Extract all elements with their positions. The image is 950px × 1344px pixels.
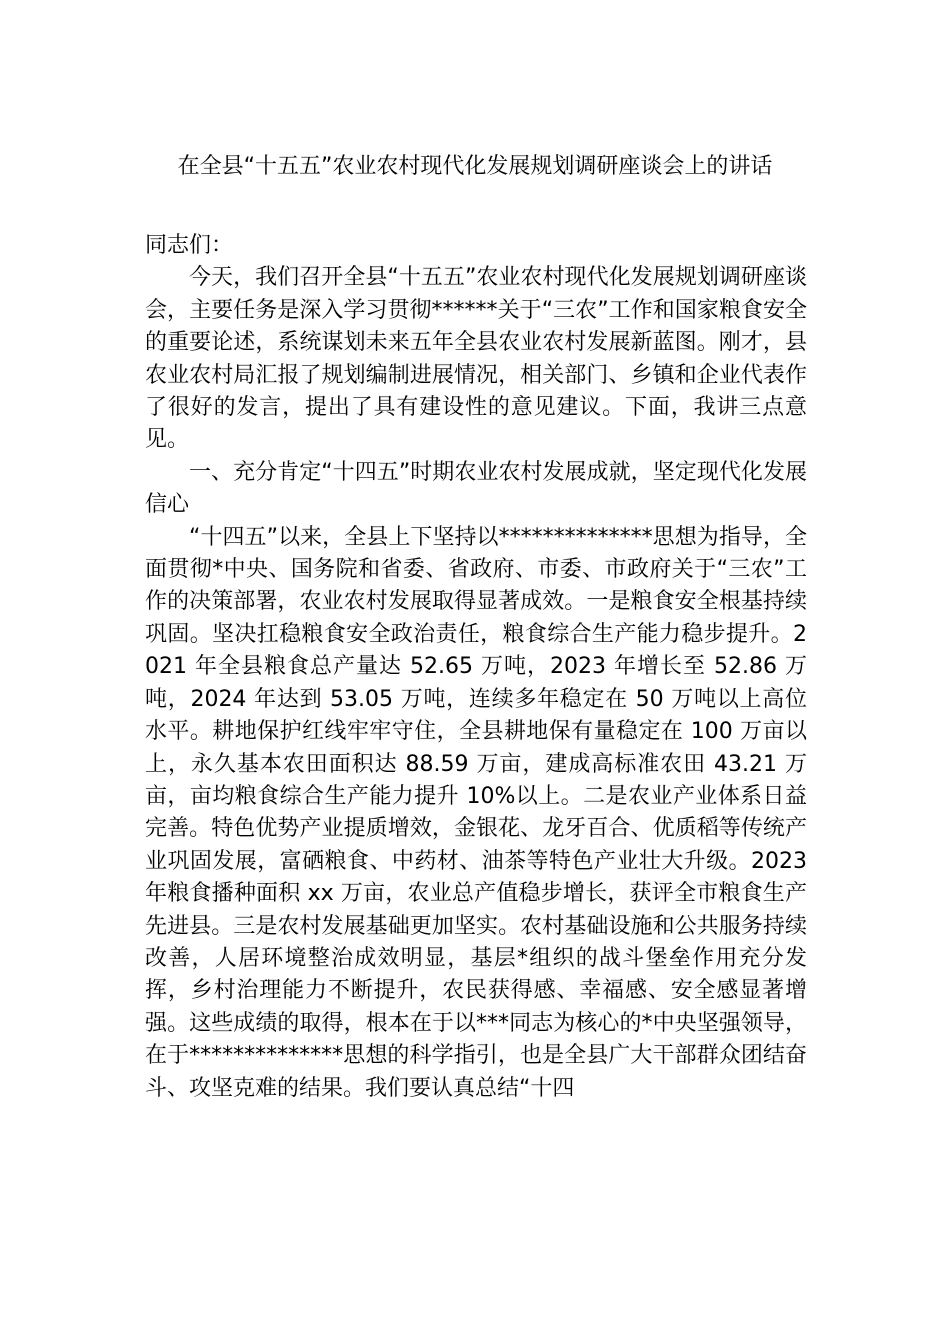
paragraph-intro: 今天，我们召开全县“十五五”农业农村现代化发展规划调研座谈会，主要任务是深入学习贯彻******关于“三农”工作和国家粮食安全的重要论述，系统谋划未来五年全县农业农村发展新蓝图。刚才，县农业农村局汇报了规划编制进展情况，相关部门、乡镇和企业代表作了很好的发言，提出了具有建设性的意见建议。下面，我讲三点意见。 <box>145 265 807 453</box>
document-title: 在全县“十五五”农业农村现代化发展规划调研座谈会上的讲话 <box>177 154 773 179</box>
section-heading-1: 一、充分肯定“十四五”时期农业农村发展成就，坚定现代化发展信心 <box>145 459 807 518</box>
paragraph-achievements: “十四五”以来，全县上下坚持以**************思想为指导，全面贯彻*中央、国务院和省委、省政府、市委、市政府关于“三农”工作的决策部署，农业农村发展取得显著成效。一是粮食安全根基持续巩固。坚决扛稳粮食安全政治责任，粮食综合生产能力稳步提升。2021 年全县粮食总产量达 52.65 万吨，2023 年增长至 52.86 万吨，2024 年达到 53.05 万吨，连续多年稳定在 50 万吨以上高位水平。耕地保护红线牢牢守住，全县耕地保有量稳定在 100 万亩以上，永久基本农田面积达 88.59 万亩，建成高标准农田 43.21 万亩，亩均粮食综合生产能力提升 10%以上。二是农业产业体系日益完善。特色优势产业提质增效，金银花、龙牙百合、优质稻等传统产业巩固发展，富硒粮食、中药材、油茶等特色产业壮大升级。2023 年粮食播种面积 xx 万亩，农业总产值稳步增长，获评全市粮食生产先进县。三是农村发展基础更加坚实。农村基础设施和公共服务持续改善，人居环境整治成效明显，基层*组织的战斗堡垒作用充分发挥，乡村治理能力不断提升，农民获得感、幸福感、安全感显著增强。这些成绩的取得，根本在于以***同志为核心的*中央坚强领导，在于**************思想的科学指引，也是全县广大干部群众团结奋斗、攻坚克难的结果。我们要认真总结“十四 <box>145 524 807 1101</box>
document-body <box>145 230 807 1105</box>
salutation: 同志们： <box>145 233 234 258</box>
